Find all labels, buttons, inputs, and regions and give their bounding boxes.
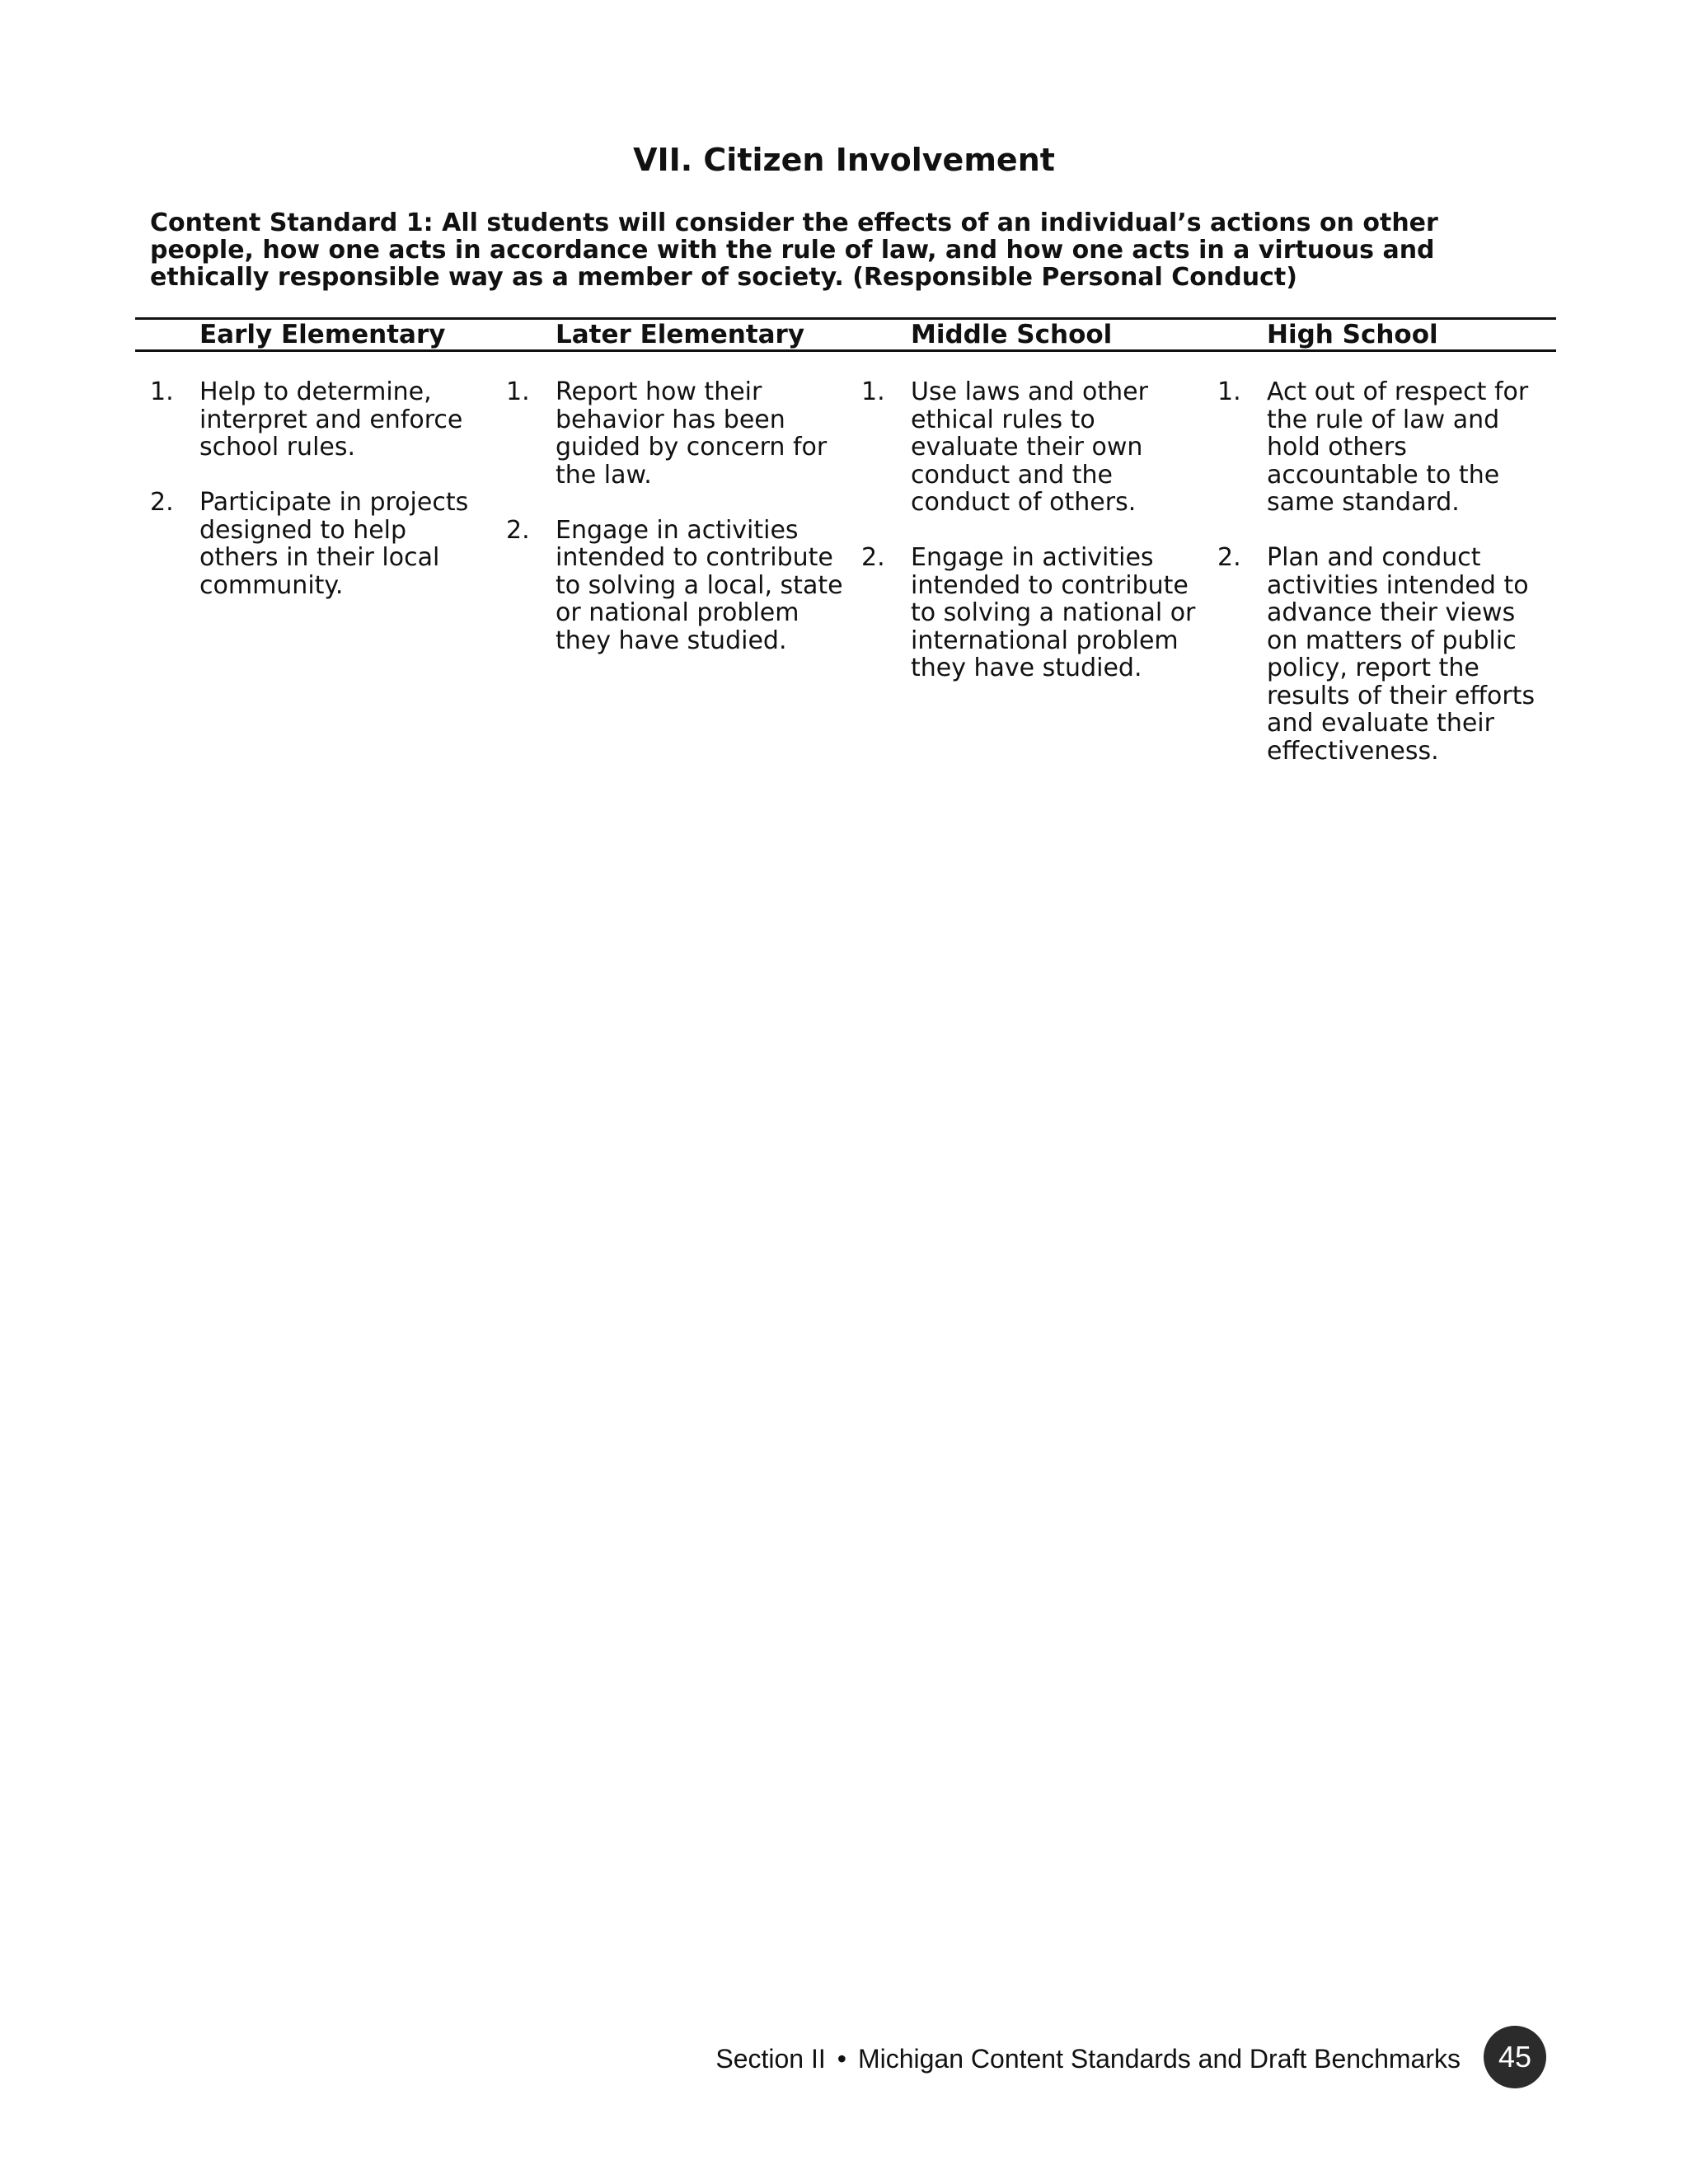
list-item bbox=[861, 378, 1207, 517]
item-text: Help to determine, interpret and enforce school rules. bbox=[199, 377, 463, 462]
list-item bbox=[506, 378, 852, 489]
column-heading-later-elementary: Later Elementary bbox=[556, 320, 805, 349]
footer-title: Michigan Content Standards and Draft Benchmarks bbox=[857, 2044, 1461, 2074]
item-text: Report how their behavior has been guided by concern for the law. bbox=[556, 377, 828, 490]
column-later-elementary bbox=[506, 378, 852, 682]
footer-bullet: • bbox=[837, 2044, 846, 2074]
column-middle-school bbox=[861, 378, 1207, 710]
list-item bbox=[1217, 378, 1564, 517]
item-text: Participate in projects designed to help others in their local community. bbox=[199, 488, 469, 600]
content-standard-statement: Content Standard 1: All students will consider the effects of an individual’s actions on other people, how one acts in accordance with the rule of law, and how one acts in a virtuous and ethically responsible way as a member of society. (Responsible Personal Conduct) bbox=[150, 209, 1438, 292]
item-text: Engage in activities intended to contribute to solving a local, state or national problem they have studied. bbox=[556, 515, 843, 655]
column-heading-high-school: High School bbox=[1267, 320, 1438, 349]
item-number: 2. bbox=[150, 488, 174, 517]
list-item bbox=[861, 544, 1207, 682]
list-item bbox=[1217, 544, 1564, 765]
column-high-school bbox=[1217, 378, 1564, 793]
page-footer bbox=[715, 2042, 1461, 2075]
column-heading-early-elementary: Early Elementary bbox=[199, 320, 446, 349]
item-text: Engage in activities intended to contribute to solving a national or international problem they have studied. bbox=[911, 543, 1196, 682]
item-text: Plan and conduct activities intended to advance their views on matters of public policy, report the results of their efforts and evaluate their effectiveness. bbox=[1267, 543, 1536, 766]
item-number: 2. bbox=[1217, 543, 1241, 572]
column-early-elementary bbox=[150, 378, 496, 627]
list-item bbox=[150, 489, 496, 599]
item-number: 1. bbox=[861, 377, 885, 406]
item-number: 1. bbox=[150, 377, 174, 406]
item-text: Act out of respect for the rule of law and hold others accountable to the same standard. bbox=[1267, 377, 1529, 517]
column-heading-middle-school: Middle School bbox=[911, 320, 1113, 349]
page-number-badge: 45 bbox=[1484, 2026, 1546, 2088]
list-item bbox=[150, 378, 496, 462]
item-text: Use laws and other ethical rules to evaluate their own conduct and the conduct of others. bbox=[911, 377, 1148, 517]
footer-section: Section II bbox=[715, 2044, 826, 2074]
page-title: VII. Citizen Involvement bbox=[633, 142, 1055, 178]
table-header-rule bbox=[135, 349, 1556, 352]
item-number: 1. bbox=[1217, 377, 1241, 406]
item-number: 2. bbox=[861, 543, 885, 572]
list-item bbox=[506, 517, 852, 655]
item-number: 1. bbox=[506, 377, 530, 406]
item-number: 2. bbox=[506, 515, 530, 545]
